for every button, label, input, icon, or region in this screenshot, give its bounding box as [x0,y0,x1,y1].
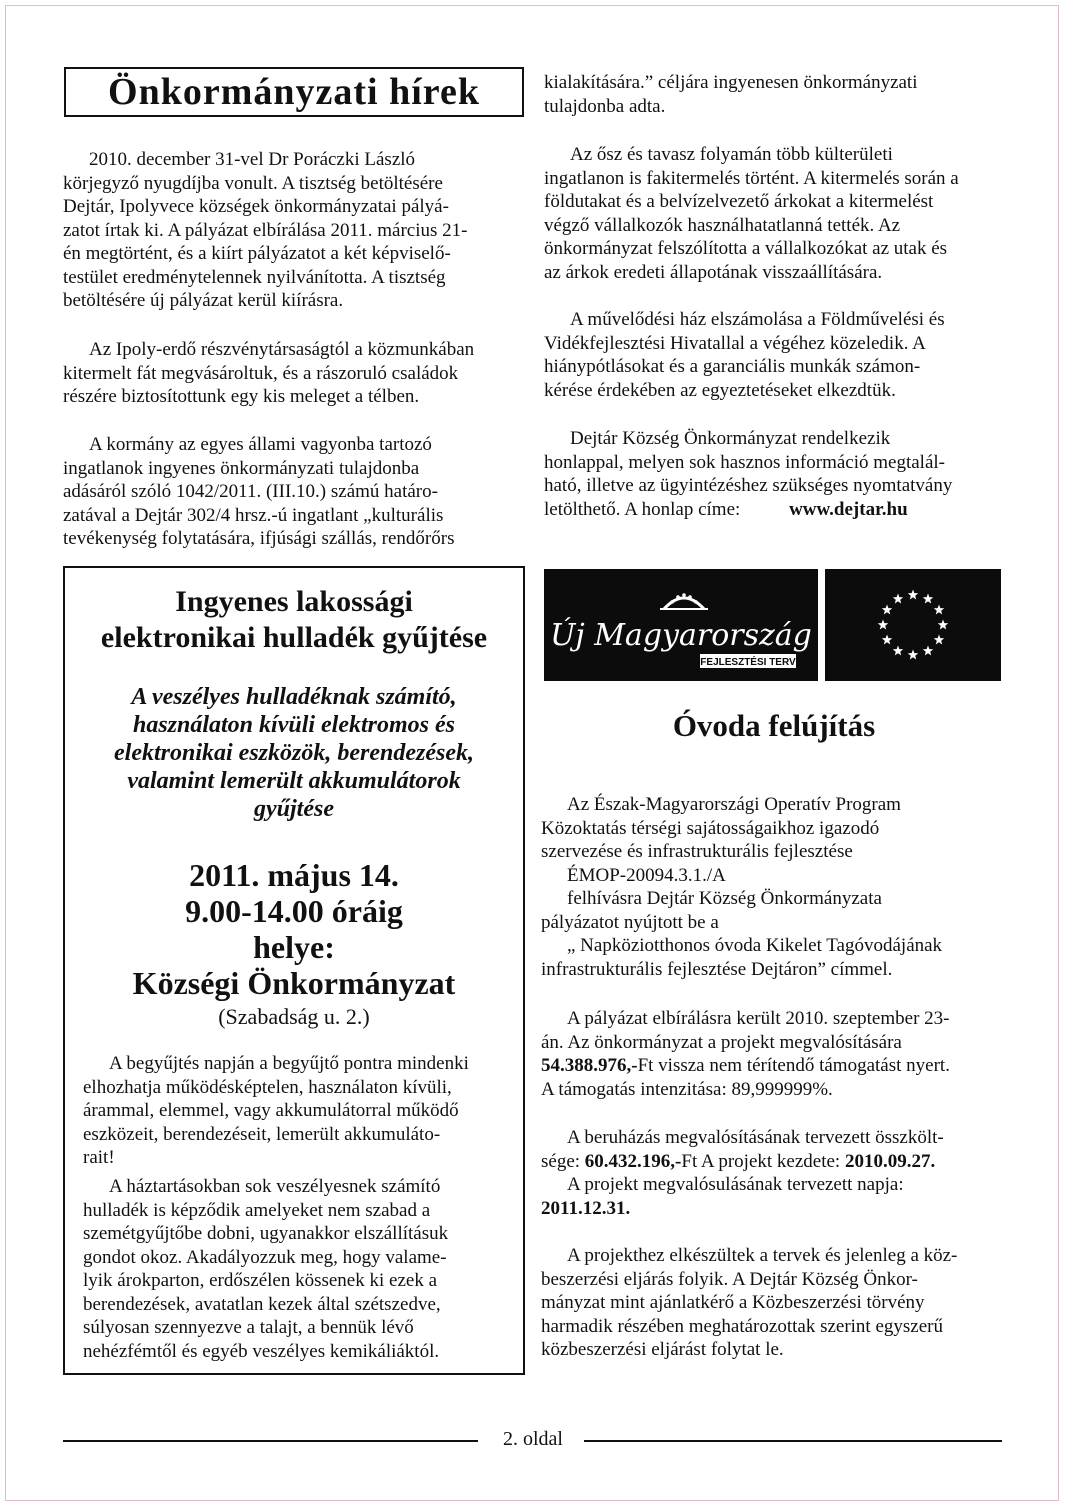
text-line: berendezések, avatatlan kezek által szétszedve, [83,1293,441,1315]
star-icon [938,620,948,630]
announcement-title [63,584,525,656]
star-icon [934,635,944,645]
announcement-paragraph-1 [83,1052,506,1170]
text-line: gondot okoz. Akadályozzuk meg, hogy valame- [83,1246,447,1268]
eu-stars-icon [825,569,1001,681]
text-line: végző vállalkozók használhatatlanná tették. Az [544,214,901,236]
text-line: A projekthez elkészültek a tervek és jelenleg a köz- [567,1245,958,1266]
text-line: zatával a Dejtár 302/4 hrsz.-ú ingatlant „kulturális [63,504,444,526]
ovoda-paragraph-2 [541,1007,1002,1101]
text-line: A beruházás megvalósításának tervezett összkölt- [567,1127,944,1148]
text-line: önkormányzat felszólította a vállalkozókat az utak és [544,238,948,259]
text-line: adásáról szóló 1042/2011. (III.10.) számú határo- [63,481,438,502]
subtitle-line: gyűjtése [254,796,334,822]
star-icon [908,650,918,660]
total-cost: 60.432.196,- [584,1150,682,1172]
text-line: Ft A projekt kezdete: [681,1150,845,1172]
star-icon [923,645,933,655]
footer-rule-right [584,1440,1002,1442]
text-line: Az Ipoly-erdő részvénytársaságtól a közmunkában [89,339,475,360]
article-paragraph-continued [544,71,1002,118]
text-line: felhívásra Dejtár Község Önkormányzata [567,888,882,909]
announcement-subtitle [63,683,525,823]
section-title-text: Önkormányzati hírek [108,71,480,113]
text-line: testület eredménytelennek nyilvánította. A tisztség [63,266,446,288]
text-line: eszközeit, berendezéseit, lemerült akkumuláto- [83,1123,441,1145]
text-line: honlappal, melyen sok hasznos információ megtalál- [544,451,945,473]
star-icon [893,645,903,655]
text-line: Az Észak-Magyarországi Operatív Program [567,794,901,815]
title-line: elektronikai hulladék gyűjtése [100,621,488,654]
text-line: án. Az önkormányzat a projekt megvalósítására [541,1031,902,1053]
text-line: kialakítására.” céljára ingyenesen önkormányzati [544,72,918,93]
event-date: 2011. május 14. [189,857,399,893]
project-start-date: 2010.09.27. [844,1150,936,1172]
article-paragraph-5 [544,308,1002,402]
text-line: nehézfémtől és egyéb veszélyes kemikáliáktól. [83,1340,440,1362]
text-line: sége: [541,1150,585,1172]
text-line: közbeszerzési eljárást folytat le. [541,1339,784,1360]
text-line: A begyűjtés napján a begyűjtő pontra mindenki [109,1053,469,1074]
star-icon [893,594,903,604]
logo-script-text: Új Magyarország [550,618,812,653]
text-line: tevékenység folytatására, ifjúsági szállás, rendőrőrs [63,528,455,549]
ovoda-paragraph-4 [541,1244,1002,1362]
star-icon [878,620,888,630]
text-line: Vidékfejlesztési Hivatallal a végéhez közeledik. A [544,332,926,354]
star-icon [934,605,944,615]
text-line: súlyosan szennyezve a talajt, a bennük lévő [83,1317,414,1338]
text-line: A támogatás intenzitása: 89,999999%. [541,1078,833,1100]
title-line: Ingyenes lakossági [175,585,413,618]
text-line: árammal, elemmel, vagy akkumulátorral működő [83,1100,459,1121]
text-line: rait! [83,1147,115,1168]
text-line: kérése érdekében az egyeztetéseket elkezdtük. [544,379,896,401]
subtitle-line: elektronikai eszközök, berendezések, [114,740,474,766]
event-address: (Szabadság u. 2.) [218,1004,370,1029]
event-location-label: helye: [253,929,335,965]
ovoda-paragraph-1 [541,793,1002,981]
subtitle-line: A veszélyes hulladéknak számító, [131,684,457,710]
article-paragraph-2 [63,338,523,409]
text-line: 2010. december 31-vel Dr Poráczki László [89,149,416,170]
ovoda-paragraph-3 [541,1126,1002,1220]
event-details [63,857,525,1001]
grant-amount: 54.388.976,- [541,1055,638,1076]
text-line: Közoktatás térségi sajátosságaikhoz igazodó [541,817,880,839]
article-paragraph-4 [544,143,1002,284]
article-paragraph-1 [63,148,523,313]
page-number: 2. oldal [503,1428,563,1450]
text-line: infrastrukturális fejlesztése Dejtáron” címmel. [541,958,893,980]
text-line: ingatlanok ingyenes önkormányzati tulajdonba [63,457,420,479]
text-line: részére biztosítottunk egy kis meleget a télben. [63,386,420,407]
text-line: „ Napköziotthonos óvoda Kikelet Tagóvodájának [567,935,943,956]
text-line: A projekt megvalósulásának tervezett napja: [567,1174,904,1195]
text-line: ható, illetve az ügyintézéshez szükséges nyomtatvány [544,475,953,496]
logo-graphic [544,569,818,681]
text-line: harmadik részében meghatározottak szerint egyszerű [541,1315,943,1337]
text-line: tulajdonba adta. [544,95,666,117]
text-line: beszerzési eljárás folyik. A Dejtár Község Önkor- [541,1268,918,1290]
text-line: zatot írtak ki. A pályázat elbírálása 2011. március 21- [63,219,468,241]
subtitle-line: használaton kívüli elektromos és [132,712,456,738]
uj-magyarorszag-logo [544,569,818,681]
footer-rule-left [63,1440,478,1442]
star-icon [882,635,892,645]
text-line: pályázatot nyújtott be a [541,911,719,933]
text-line: én megtörtént, és a kiírt pályázatot a két képviselő- [63,243,451,264]
text-line: Az ősz és tavasz folyamán több külterületi [570,144,893,165]
text-line: A művelődési ház elszámolása a Földművelési és [570,309,945,330]
text-line: Dejtár Község Önkormányzat rendelkezik [570,428,891,449]
announcement-paragraph-2 [83,1175,506,1363]
star-icon [908,590,918,600]
text-line: hiánypótlásokat és a garanciális munkák számon- [544,356,921,377]
website-link[interactable]: www.dejtar.hu [789,498,908,520]
event-time: 9.00-14.00 óráig [185,893,403,929]
text-line: az árkok eredeti állapotának visszaállítására. [544,261,883,283]
subtitle-line: valamint lemerült akkumulátorok [127,768,461,794]
event-location: Községi Önkormányzat [132,965,456,1001]
text-line: körjegyző nyugdíjba vonult. A tisztség betöltésére [63,172,443,194]
text-line: Dejtár, Ipolyvece községek önkormányzatai pályá- [63,196,449,217]
ovoda-title: Óvoda felújítás [672,708,876,743]
text-line: szemétgyűjtőbe dobni, ugyanakkor elszállításuk [83,1223,449,1244]
text-line: mányzat mint ajánlatkérő a Közbeszerzési törvény [541,1292,925,1313]
text-line: letölthető. A honlap címe: [544,498,741,520]
text-line: szervezése és infrastrukturális fejlesztése [541,841,853,862]
text-line: ingatlanon is fakitermelés történt. A kitermelés során a [544,167,959,189]
text-line: kitermelt fát megvásároltuk, és a rászoruló családok [63,362,459,384]
text-line: földutakat és a belvízelvezető árkokat a kitermelést [544,191,934,212]
text-line: lyik árokparton, erdőszélen kössenek ki ezek a [83,1270,438,1291]
article-paragraph-3 [63,433,523,551]
star-icon [923,594,933,604]
text-line: elhozhatja működésképtelen, használaton kívüli, [83,1076,452,1098]
text-line: hulladék is képződik amelyeket nem szabad a [83,1199,431,1221]
text-line: ÉMOP-20094.3.1./A [567,864,726,886]
text-line: Ft vissza nem térítendő támogatást nyert. [637,1055,950,1076]
logo-subtext: FEJLESZTÉSI TERV [700,657,796,668]
text-line: A pályázat elbírálásra került 2010. szeptember 23- [567,1008,950,1029]
section-title [64,67,524,117]
star-icon [882,605,892,615]
eu-flag-logo [825,569,1001,681]
project-end-date: 2011.12.31. [541,1197,631,1219]
text-line: betöltésére új pályázat kerül kiírásra. [63,290,344,311]
text-line: A háztartásokban sok veszélyesnek számító [109,1176,441,1197]
article-paragraph-6 [544,427,1002,521]
text-line: A kormány az egyes állami vagyonba tartozó [89,434,432,455]
